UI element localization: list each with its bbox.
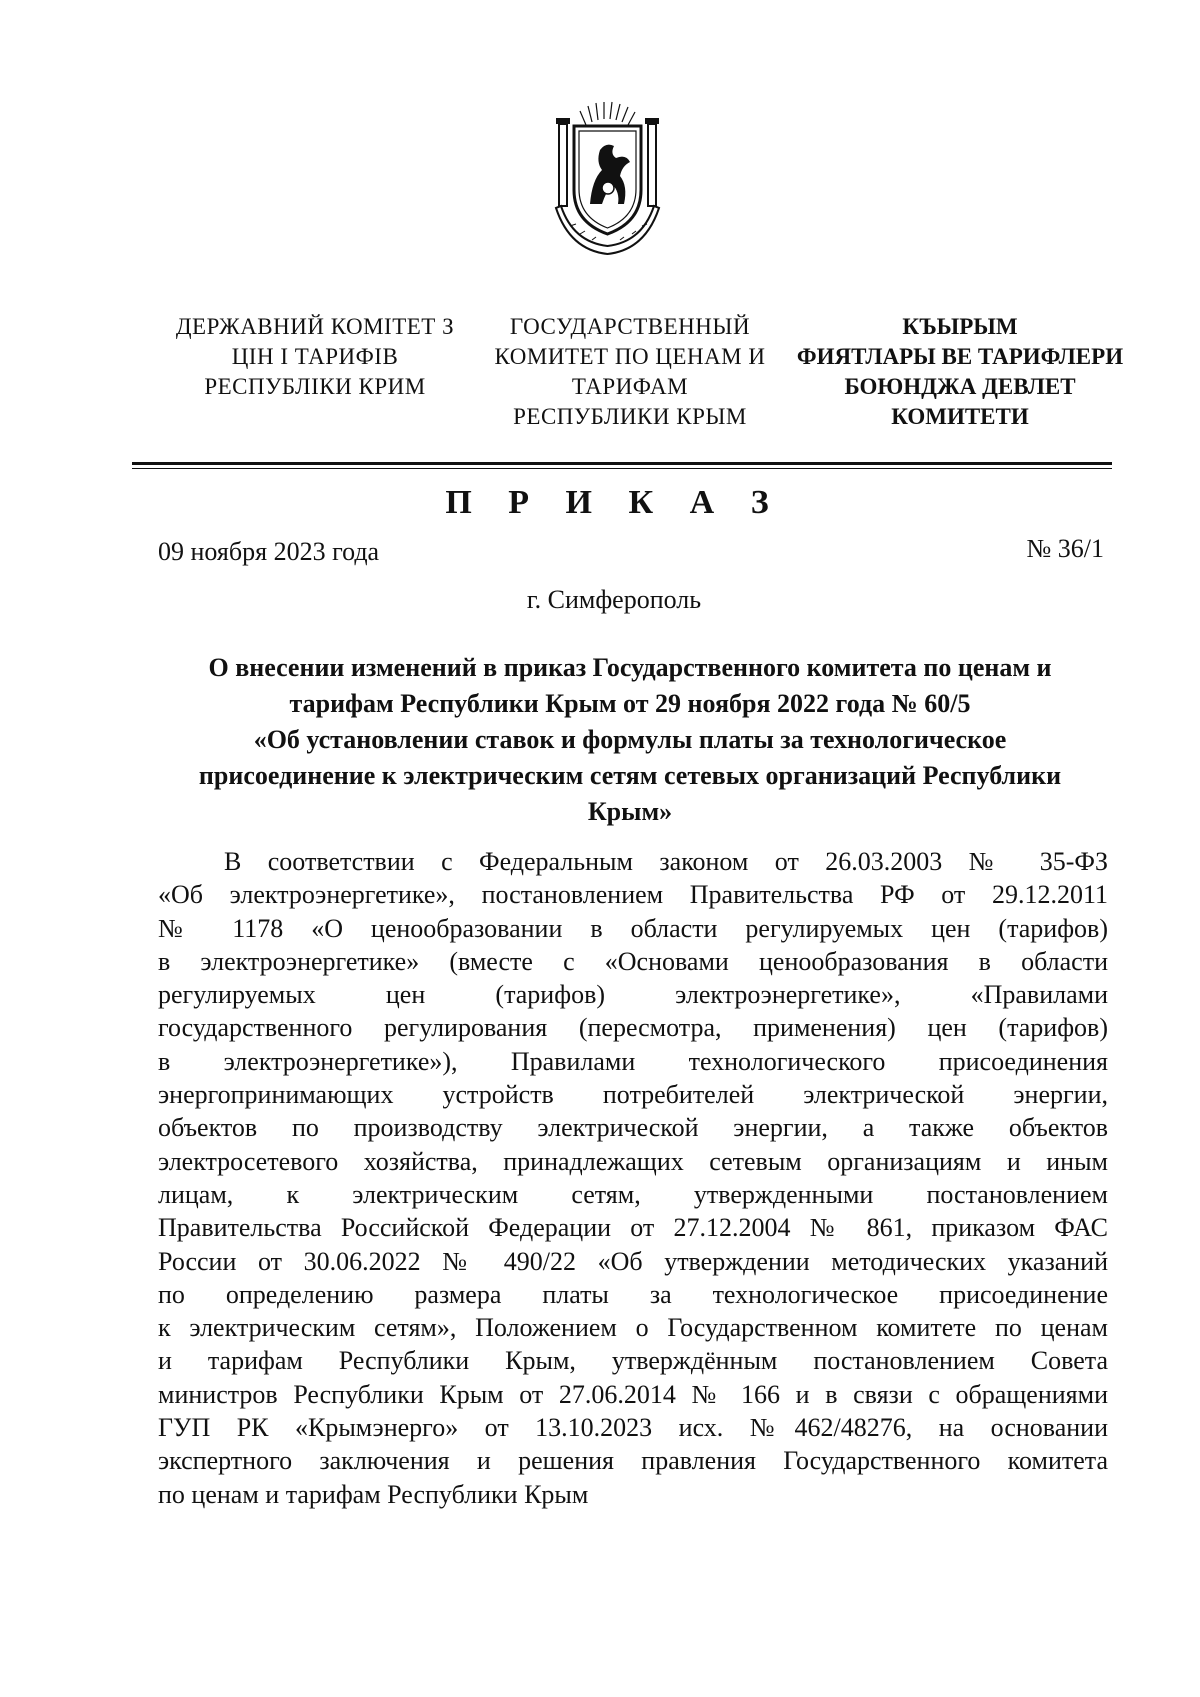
title-line: присоединение к электрическим сетям сетевых организаций Республики: [198, 761, 1062, 790]
org-ru-line: ТАРИФАМ: [571, 374, 689, 399]
org-ua-line: ЦІН І ТАРИФІВ: [231, 344, 399, 369]
body-line: государственного регулирования (пересмотра, применения) цен (тарифов): [158, 1013, 1108, 1043]
org-ua-line: ДЕРЖАВНИЙ КОМІТЕТ З: [175, 314, 455, 339]
body-line: министров Республики Крым от 27.06.2014 № 166 и в связи с обращениями: [158, 1379, 1108, 1409]
body-line: объектов по производству электрической энергии, а также объектов: [158, 1113, 1108, 1143]
body-line: в электроэнергетике»), Правилами технологического присоединения: [158, 1046, 1108, 1076]
body-line: энергопринимающих устройств потребителей электрической энергии,: [158, 1080, 1108, 1110]
document-body-paragraph: [158, 845, 1108, 1511]
title-line: тарифам Республики Крым от 29 ноября 2022 года № 60/5: [289, 689, 971, 718]
body-line: по определению размера платы за технологическое присоединение: [158, 1279, 1108, 1309]
org-ct-line: ФИЯТЛАРЫ ВЕ ТАРИФЛЕРИ: [796, 344, 1124, 369]
header-divider-thin: [132, 468, 1112, 469]
body-line: электросетевого хозяйства, принадлежащих сетевым организациям и иным: [158, 1146, 1108, 1176]
org-ru-line: ГОСУДАРСТВЕННЫЙ: [509, 314, 751, 339]
body-line: ГУП РК «Крымэнерго» от 13.10.2023 исх. №462/48276, на основании: [158, 1413, 1108, 1443]
title-line: «Об установлении ставок и формулы платы за технологическое: [253, 725, 1007, 754]
title-line: Крым»: [587, 797, 673, 826]
body-line: № 1178 «О ценообразовании в области регулируемых цен (тарифов): [158, 913, 1108, 943]
coat-of-arms-icon: [550, 100, 665, 260]
body-line: и тарифам Республики Крым, утверждённым постановлением Совета: [158, 1346, 1108, 1376]
body-line: лицам, к электрическим сетям, утвержденными постановлением: [158, 1179, 1108, 1209]
org-ct-line: БОЮНДЖА ДЕВЛЕТ: [844, 374, 1076, 399]
org-ru-line: РЕСПУБЛИКИ КРЫМ: [513, 404, 747, 429]
org-ru-line: КОМИТЕТ ПО ЦЕНАМ И: [494, 344, 766, 369]
title-line: О внесении изменений в приказ Государственного комитета по ценам и: [208, 653, 1052, 682]
org-name-crimean-tatar: [790, 312, 1130, 432]
body-line: В соответствии с Федеральным законом от 26.03.2003 № 35-ФЗ: [224, 847, 1108, 876]
document-date: 09 ноября 2023 года: [158, 537, 380, 566]
document-city: г. Симферополь: [526, 585, 702, 614]
document-type: П Р И К А З: [445, 484, 783, 521]
body-line: к электрическим сетям», Положением о Государственном комитете по ценам: [158, 1313, 1108, 1343]
org-ct-line: КЪЫРЫМ: [902, 314, 1018, 339]
body-line: в электроэнергетике» (вместе с «Основами ценообразования в области: [158, 946, 1108, 976]
org-ua-line: РЕСПУБЛІКИ КРИМ: [204, 374, 426, 399]
header-divider-thick: [132, 462, 1112, 465]
org-name-ukrainian: [150, 312, 480, 402]
body-line: регулируемых цен (тарифов) электроэнергетике», «Правилами: [158, 980, 1108, 1010]
body-line: по ценам и тарифам Республики Крым: [158, 1479, 589, 1509]
document-title: [150, 650, 1110, 830]
body-line: России от 30.06.2022 № 490/22 «Об утверждении методических указаний: [158, 1246, 1108, 1276]
org-ct-line: КОМИТЕТИ: [891, 404, 1029, 429]
body-line: «Об электроэнергетике», постановлением Правительства РФ от 29.12.2011: [158, 880, 1108, 910]
body-line: экспертного заключения и решения правления Государственного комитета: [158, 1446, 1108, 1476]
document-number: № 36/1: [1026, 534, 1104, 563]
org-name-russian: [480, 312, 780, 432]
body-line: Правительства Российской Федерации от 27.12.2004 № 861, приказом ФАС: [158, 1213, 1108, 1243]
